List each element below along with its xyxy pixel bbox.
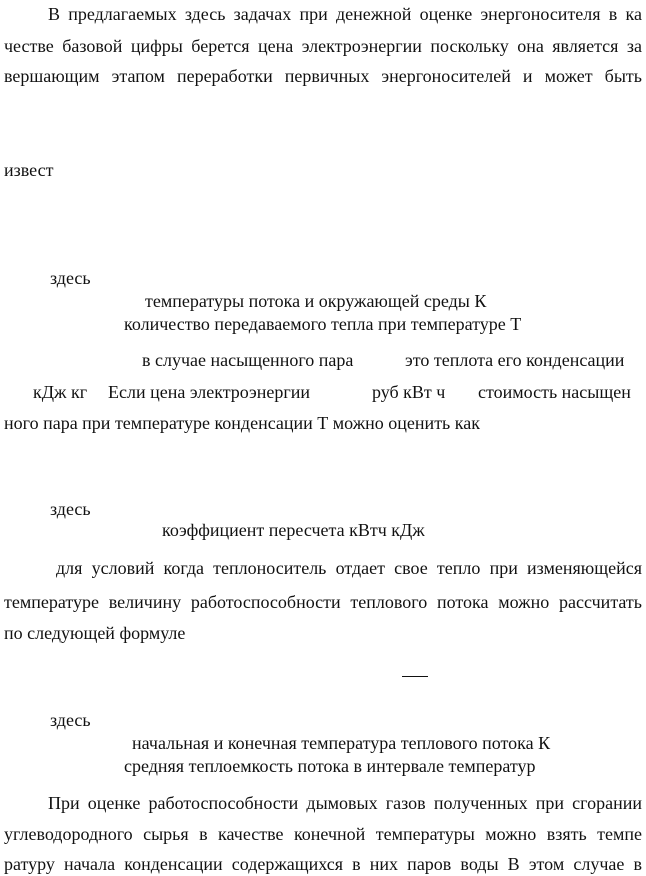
text-line: ратуру начала конденсации содержащихся в них паров воды В этом случае в bbox=[4, 854, 642, 874]
text-line: для условий когда теплоноситель отдает свое тепло при изменяющейся bbox=[56, 558, 642, 578]
text-fragment: Если цена электроэнергии bbox=[108, 382, 311, 402]
definition-line: коэффициент пересчета кВтч кДж bbox=[162, 520, 425, 540]
definition-line: средняя теплоемкость потока в интервале температур bbox=[124, 756, 536, 776]
text-line: углеводородного сырья в качестве конечной температуры можно взять темпе bbox=[4, 824, 642, 844]
text-line: по следующей формуле bbox=[4, 623, 186, 643]
formula-fraction-bar bbox=[402, 676, 428, 677]
definition-line: температуры потока и окружающей среды К bbox=[145, 291, 487, 311]
text-line: В предлагаемых здесь задачах при денежной оценке энергоносителя в ка bbox=[48, 4, 642, 24]
text-fragment: кДж кг bbox=[33, 382, 88, 402]
text-fragment: руб кВт ч bbox=[372, 382, 446, 402]
text-line: температуре величину работоспособности теплового потока можно рассчитать bbox=[4, 592, 642, 612]
definition-line: количество передаваемого тепла при температуре Т bbox=[124, 314, 522, 334]
text-line: вершающим этапом переработки первичных энергоносителей и может быть bbox=[4, 66, 642, 86]
text-line: честве базовой цифры берется цена электроэнергии поскольку она является за bbox=[4, 36, 642, 56]
text-line: ного пара при температуре конденсации Т можно оценить как bbox=[4, 413, 480, 433]
text-fragment: это теплота его конденсации bbox=[405, 350, 625, 370]
where-label: здесь bbox=[50, 499, 91, 519]
text-fragment: в случае насыщенного пара bbox=[142, 350, 354, 370]
where-label: здесь bbox=[50, 268, 91, 288]
where-label: здесь bbox=[50, 710, 91, 730]
text-line: При оценке работоспособности дымовых газов полученных при сгорании bbox=[48, 793, 642, 813]
text-line: извест bbox=[4, 160, 54, 180]
text-fragment: стоимость насыщен bbox=[478, 382, 631, 402]
definition-line: начальная и конечная температура теплового потока К bbox=[132, 733, 551, 753]
